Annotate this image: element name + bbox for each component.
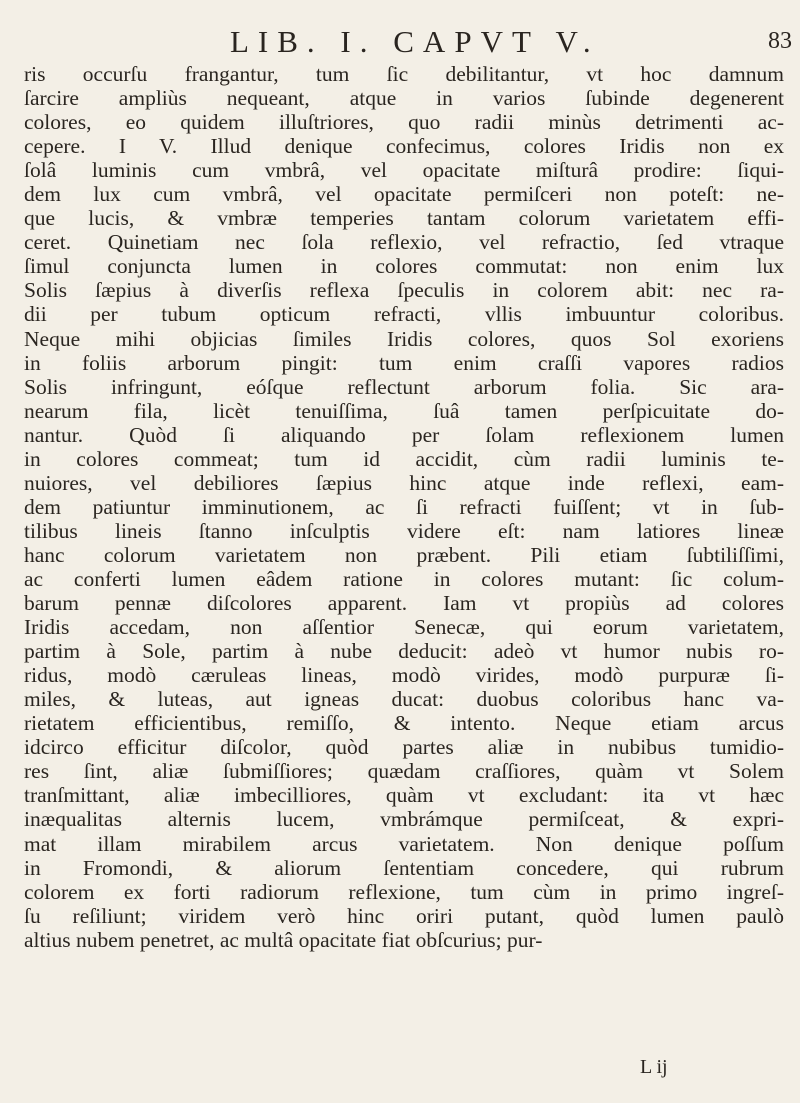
- text-line: ſarcire ampliùs nequeant, atque in varios ſubinde degenerent: [24, 86, 784, 111]
- text-line: tilibus lineis ſtanno inſculptis videre eſt: nam latiores lineæ: [24, 518, 784, 543]
- text-line: idcirco efficitur diſcolor, quòd partes aliæ in nubibus tumidio-: [24, 735, 784, 760]
- text-line: mat illam mirabilem arcus varietatem. Non denique poſſum: [24, 831, 784, 856]
- text-line: dii per tubum opticum refracti, vllis imbuuntur coloribus.: [24, 302, 784, 327]
- text-line: ac conferti lumen eâdem ratione in colores mutant: ſic colum-: [24, 566, 784, 591]
- signature-mark: L ij: [640, 1056, 668, 1078]
- text-line: ris occurſu frangantur, tum ſic debilitantur, vt hoc damnum: [24, 62, 784, 86]
- text-line: Solis infringunt, eóſque reflectunt arborum folia. Sic ara-: [24, 374, 784, 399]
- text-line: nearum fila, licèt tenuiſſima, ſuâ tamen perſpicuitate do-: [24, 398, 784, 423]
- text-line: Solis ſæpius à diverſis reflexa ſpeculis in colorem abit: nec ra-: [24, 278, 784, 303]
- text-line: nantur. Quòd ſi aliquando per ſolam reflexionem lumen: [24, 422, 784, 447]
- text-line: altius nubem penetret, ac multâ opacitate fiat obſcurius; pur-: [24, 927, 543, 952]
- text-line: in foliis arborum pingit: tum enim craſſi vapores radios: [24, 350, 784, 375]
- text-line: Iridis accedam, non aſſentior Senecæ, qui eorum varietatem,: [24, 615, 784, 640]
- text-line: in Fromondi, & aliorum ſententiam concedere, qui rubrum: [24, 855, 784, 880]
- text-line: tranſmittant, aliæ imbecilliores, quàm vt excludant: ita vt hæc: [24, 783, 784, 808]
- body-text: [24, 62, 784, 952]
- text-line: dem lux cum vmbrâ, vel opacitate permiſceri non poteſt: ne-: [24, 182, 784, 207]
- text-line: partim à Sole, partim à nube deducit: adeò vt humor nubis ro-: [24, 639, 784, 664]
- text-line: cepere. I V. Illud denique confecimus, colores Iridis non ex: [24, 134, 784, 159]
- text-line: ſu reſiliunt; viridem verò hinc oriri putant, quòd lumen paulò: [24, 903, 784, 928]
- text-line: in colores commeat; tum id accidit, cùm radii luminis te-: [24, 446, 784, 471]
- text-line: colores, eo quidem illuſtriores, quo radii minùs detrimenti ac-: [24, 110, 784, 135]
- text-line: Neque mihi objicias ſimiles Iridis colores, quos Sol exoriens: [24, 326, 784, 351]
- text-line: res ſint, aliæ ſubmiſſiores; quædam craſſiores, quàm vt Solem: [24, 759, 784, 784]
- text-line: ridus, modò cæruleas lineas, modò virides, modò purpuræ ſi-: [24, 663, 784, 688]
- text-line: dem patiuntur imminutionem, ac ſi refracti fuiſſent; vt in ſub-: [24, 494, 784, 519]
- text-line: nuiores, vel debiliores ſæpius hinc atque inde reflexi, eam-: [24, 470, 784, 495]
- page-number: 83: [768, 28, 792, 54]
- page-header: [0, 18, 800, 62]
- text-line: rietatem efficientibus, remiſſo, & intento. Neque etiam arcus: [24, 711, 784, 736]
- running-head: LIB. I. CAPVT V.: [230, 24, 600, 59]
- text-line: ſolâ luminis cum vmbrâ, vel opacitate miſturâ prodire: ſiqui-: [24, 158, 784, 183]
- text-line: miles, & luteas, aut igneas ducat: duobus coloribus hanc va-: [24, 687, 784, 712]
- text-line: ceret. Quinetiam nec ſola reflexio, vel refractio, ſed vtraque: [24, 230, 784, 255]
- text-line: hanc colorum varietatem non præbent. Pili etiam ſubtiliſſimi,: [24, 542, 784, 567]
- text-line: inæqualitas alternis lucem, vmbrámque permiſceat, & expri-: [24, 807, 784, 832]
- text-line: barum pennæ diſcolores apparent. Iam vt propiùs ad colores: [24, 591, 784, 616]
- text-line: ſimul conjuncta lumen in colores commutat: non enim lux: [24, 254, 784, 279]
- text-line: colorem ex forti radiorum reflexione, tum cùm in primo ingreſ-: [24, 879, 784, 904]
- text-line: que lucis, & vmbræ temperies tantam colorum varietatem effi-: [24, 206, 784, 231]
